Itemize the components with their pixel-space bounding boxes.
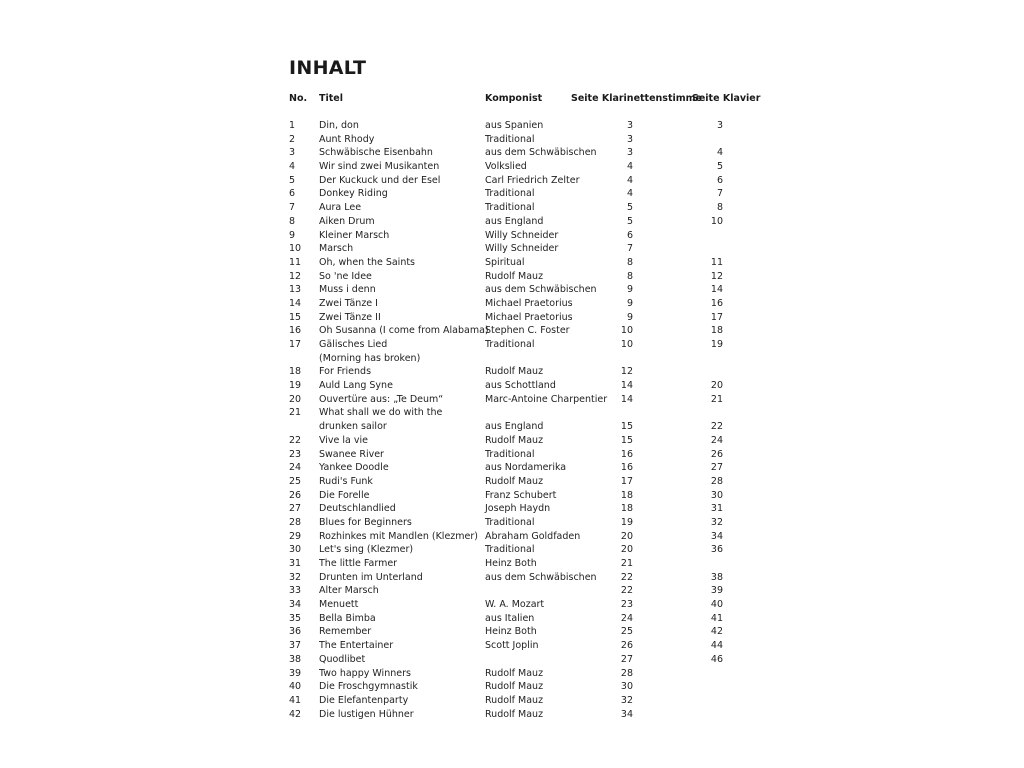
entry-clarinet-page: 18: [620, 503, 633, 515]
entry-number: 20: [289, 393, 302, 405]
entry-title: Donkey Riding: [319, 188, 388, 200]
table-row: [0, 708, 1024, 722]
table-row: [0, 146, 1024, 160]
entry-title: The little Farmer: [319, 558, 398, 569]
entry-title: Bella Bimba: [319, 612, 376, 624]
entry-title: The Entertainer: [319, 640, 394, 652]
entry-composer: aus Schottland: [485, 380, 556, 392]
entry-clarinet-page: 10: [620, 339, 633, 350]
entry-number: 15: [289, 311, 302, 323]
entry-number: 41: [289, 694, 302, 706]
entry-clarinet-page: 16: [620, 462, 633, 474]
entry-clarinet-page: 14: [620, 380, 633, 392]
entry-number: 38: [289, 653, 302, 665]
table-row: [0, 502, 1024, 516]
entry-number: 37: [289, 640, 302, 652]
entry-piano-page: 31: [710, 503, 723, 515]
entry-composer: Michael Praetorius: [485, 311, 573, 323]
entry-number: 42: [289, 708, 302, 720]
table-row: [0, 338, 1024, 352]
entry-title: Gälisches Lied: [319, 339, 388, 350]
entry-clarinet-page: 8: [626, 270, 633, 282]
entry-number: 16: [289, 325, 302, 337]
entry-clarinet-page: 9: [626, 311, 633, 323]
entry-clarinet-page: 10: [620, 325, 633, 337]
entry-piano-page: 26: [710, 448, 723, 460]
entry-clarinet-page: 16: [620, 448, 633, 460]
entry-piano-page: 17: [710, 311, 723, 323]
entry-title: Oh, when the Saints: [319, 256, 416, 268]
entry-title: Aura Lee: [319, 202, 362, 214]
entry-composer: Willy Schneider: [485, 243, 559, 255]
entry-composer: Scott Joplin: [485, 640, 539, 652]
entry-composer: Rudolf Mauz: [485, 434, 544, 446]
entry-composer: Traditional: [485, 133, 535, 145]
entry-clarinet-page: 9: [626, 297, 633, 309]
entry-clarinet-page: 3: [626, 133, 633, 145]
header-clarinet-page: Seite Klarinettenstimme: [571, 93, 702, 104]
entry-clarinet-page: 20: [620, 530, 633, 542]
entry-clarinet-page: 8: [626, 256, 633, 268]
entry-composer: Willy Schneider: [485, 229, 559, 241]
entry-number: 30: [289, 544, 302, 556]
entry-number: 35: [289, 612, 302, 624]
entry-clarinet-page: 34: [620, 708, 633, 720]
table-row: [0, 557, 1024, 571]
table-row: [0, 352, 1024, 366]
entry-composer: aus Italien: [485, 612, 535, 624]
entry-title: Die Forelle: [319, 489, 370, 501]
entry-piano-page: 39: [710, 585, 723, 597]
entry-composer: aus Nordamerika: [485, 462, 567, 474]
entry-clarinet-page: 21: [620, 558, 633, 569]
entry-number: 11: [289, 256, 302, 268]
entry-number: 7: [289, 202, 296, 214]
entry-clarinet-page: 24: [620, 612, 633, 624]
entry-title: Menuett: [319, 599, 359, 611]
table-row: [0, 393, 1024, 407]
entry-piano-page: 6: [716, 174, 723, 186]
table-row: [0, 680, 1024, 694]
table-row: [0, 187, 1024, 201]
entry-piano-page: 14: [710, 284, 723, 296]
entry-piano-page: 19: [710, 339, 723, 350]
entry-piano-page: 8: [716, 202, 723, 214]
entry-composer: Volkslied: [485, 161, 527, 173]
table-row: [0, 694, 1024, 708]
entry-number: 39: [289, 667, 302, 679]
table-row: [0, 475, 1024, 489]
entry-title: Quodlibet: [319, 653, 366, 665]
entry-number: 40: [289, 681, 302, 693]
entry-number: 2: [289, 133, 296, 145]
table-row: [0, 242, 1024, 256]
entry-composer: aus England: [485, 215, 544, 227]
entry-title: Swanee River: [319, 448, 384, 460]
entry-piano-page: 28: [710, 475, 723, 487]
table-row: [0, 667, 1024, 681]
table-row: [0, 448, 1024, 462]
entry-title: Ouvertüre aus: „Te Deum“: [319, 393, 444, 405]
entry-composer: Carl Friedrich Zelter: [485, 174, 580, 186]
entry-clarinet-page: 15: [620, 434, 633, 446]
entry-number: 28: [289, 516, 302, 528]
entry-composer: Spiritual: [485, 256, 525, 268]
table-row: [0, 283, 1024, 297]
entry-title: Wir sind zwei Musikanten: [319, 161, 440, 173]
table-row: [0, 229, 1024, 243]
table-header: [0, 92, 1024, 106]
entry-title: Din, don: [319, 120, 359, 131]
entry-clarinet-page: 26: [620, 640, 633, 652]
entry-composer: Heinz Both: [485, 626, 537, 638]
entry-piano-page: 3: [716, 120, 723, 131]
entry-composer: Traditional: [485, 516, 535, 528]
entry-title: Let's sing (Klezmer): [319, 544, 414, 556]
entry-title: Auld Lang Syne: [319, 380, 393, 392]
entry-number: 26: [289, 489, 302, 501]
header-title: Titel: [319, 93, 343, 104]
entry-piano-page: 42: [710, 626, 723, 638]
contents-table: [0, 119, 1024, 721]
entry-number: 14: [289, 297, 302, 309]
table-row: [0, 174, 1024, 188]
table-row: [0, 379, 1024, 393]
entry-piano-page: 46: [710, 653, 723, 665]
entry-clarinet-page: 7: [626, 243, 633, 255]
entry-number: 17: [289, 339, 302, 350]
entry-piano-page: 22: [710, 421, 723, 433]
table-row: [0, 270, 1024, 284]
entry-title: drunken sailor: [319, 421, 387, 433]
entry-composer: Traditional: [485, 339, 535, 350]
entry-title: Kleiner Marsch: [319, 229, 390, 241]
entry-title: Rudi's Funk: [319, 475, 373, 487]
entry-composer: Marc-Antoine Charpentier: [485, 393, 608, 405]
table-row: [0, 256, 1024, 270]
table-row: [0, 297, 1024, 311]
entry-composer: Rudolf Mauz: [485, 681, 544, 693]
entry-title: So 'ne Idee: [319, 270, 372, 282]
entry-clarinet-page: 4: [626, 161, 633, 173]
entry-number: 5: [289, 174, 296, 186]
entry-number: 4: [289, 161, 296, 173]
entry-piano-page: 27: [710, 462, 723, 474]
entry-number: 36: [289, 626, 302, 638]
entry-number: 9: [289, 229, 296, 241]
page-title: INHALT: [289, 57, 367, 79]
entry-number: 6: [289, 188, 296, 200]
entry-title: Zwei Tänze I: [319, 297, 378, 309]
table-row: [0, 571, 1024, 585]
entry-title: For Friends: [319, 366, 372, 378]
entry-number: 22: [289, 434, 302, 446]
entry-composer: Rudolf Mauz: [485, 475, 544, 487]
entry-title: Drunten im Unterland: [319, 571, 423, 583]
entry-number: 33: [289, 585, 302, 597]
entry-composer: aus dem Schwäbischen: [485, 284, 597, 296]
entry-composer: Joseph Haydn: [485, 503, 551, 515]
table-row: [0, 133, 1024, 147]
entry-clarinet-page: 19: [620, 516, 633, 528]
entry-clarinet-page: 30: [620, 681, 633, 693]
table-row: [0, 434, 1024, 448]
entry-clarinet-page: 25: [620, 626, 633, 638]
entry-number: 34: [289, 599, 302, 611]
entry-number: 23: [289, 448, 302, 460]
entry-piano-page: 21: [710, 393, 723, 405]
entry-clarinet-page: 22: [620, 585, 633, 597]
entry-composer: Rudolf Mauz: [485, 270, 544, 282]
entry-clarinet-page: 28: [620, 667, 633, 679]
table-row: [0, 311, 1024, 325]
entry-title: Remember: [319, 626, 372, 638]
entry-composer: Heinz Both: [485, 558, 537, 569]
entry-clarinet-page: 22: [620, 571, 633, 583]
header-no: No.: [289, 93, 308, 104]
entry-clarinet-page: 6: [626, 229, 633, 241]
entry-piano-page: 44: [710, 640, 723, 652]
entry-composer: Abraham Goldfaden: [485, 530, 581, 542]
entry-title: Oh Susanna (I come from Alabama): [319, 325, 489, 337]
entry-number: 12: [289, 270, 302, 282]
table-row: [0, 639, 1024, 653]
entry-piano-page: 36: [710, 544, 723, 556]
entry-composer: aus dem Schwäbischen: [485, 147, 597, 159]
entry-title: Alter Marsch: [319, 585, 379, 597]
entry-composer: Traditional: [485, 448, 535, 460]
table-row: [0, 584, 1024, 598]
entry-clarinet-page: 17: [620, 475, 633, 487]
entry-title: What shall we do with the: [319, 407, 443, 419]
entry-composer: Franz Schubert: [485, 489, 557, 501]
entry-composer: aus dem Schwäbischen: [485, 571, 597, 583]
entry-title: Rozhinkes mit Mandlen (Klezmer): [319, 530, 478, 542]
entry-clarinet-page: 3: [626, 147, 633, 159]
entry-title: Blues for Beginners: [319, 516, 412, 528]
entry-composer: Traditional: [485, 544, 535, 556]
table-row: [0, 215, 1024, 229]
table-row: [0, 160, 1024, 174]
entry-composer: aus Spanien: [485, 120, 544, 131]
entry-clarinet-page: 9: [626, 284, 633, 296]
entry-composer: Michael Praetorius: [485, 297, 573, 309]
entry-composer: W. A. Mozart: [485, 599, 545, 611]
table-row: [0, 489, 1024, 503]
entry-composer: Rudolf Mauz: [485, 366, 544, 378]
table-row: [0, 324, 1024, 338]
entry-number: 29: [289, 530, 302, 542]
entry-piano-page: 34: [710, 530, 723, 542]
entry-clarinet-page: 12: [620, 366, 633, 378]
entry-clarinet-page: 14: [620, 393, 633, 405]
entry-piano-page: 38: [710, 571, 723, 583]
entry-number: 31: [289, 558, 302, 569]
entry-clarinet-page: 4: [626, 188, 633, 200]
entry-clarinet-page: 18: [620, 489, 633, 501]
header-composer: Komponist: [485, 93, 543, 104]
header-piano-page: Seite Klavier: [692, 93, 761, 104]
entry-piano-page: 11: [710, 256, 723, 268]
entry-piano-page: 40: [710, 599, 723, 611]
table-row: [0, 625, 1024, 639]
table-row: [0, 653, 1024, 667]
entry-clarinet-page: 4: [626, 174, 633, 186]
entry-piano-page: 18: [710, 325, 723, 337]
entry-piano-page: 16: [710, 297, 723, 309]
entry-piano-page: 5: [716, 161, 723, 173]
table-row: [0, 201, 1024, 215]
entry-title: Yankee Doodle: [319, 462, 389, 474]
entry-clarinet-page: 23: [620, 599, 633, 611]
entry-title: Marsch: [319, 243, 354, 255]
entry-clarinet-page: 20: [620, 544, 633, 556]
entry-number: 18: [289, 366, 302, 378]
entry-piano-page: 30: [710, 489, 723, 501]
table-row: [0, 530, 1024, 544]
entry-number: 19: [289, 380, 302, 392]
table-row: [0, 461, 1024, 475]
entry-title: Vive la vie: [319, 434, 369, 446]
entry-piano-page: 12: [710, 270, 723, 282]
entry-title: Zwei Tänze II: [319, 311, 381, 323]
entry-composer: Traditional: [485, 202, 535, 214]
entry-piano-page: 4: [716, 147, 723, 159]
entry-clarinet-page: 3: [626, 120, 633, 131]
entry-title: Muss i denn: [319, 284, 376, 296]
entry-title: Two happy Winners: [319, 667, 411, 679]
entry-number: 24: [289, 462, 302, 474]
table-row: [0, 516, 1024, 530]
entry-piano-page: 7: [716, 188, 723, 200]
entry-title: Schwäbische Eisenbahn: [319, 147, 433, 159]
entry-composer: Rudolf Mauz: [485, 694, 544, 706]
entry-piano-page: 10: [710, 215, 723, 227]
entry-composer: Rudolf Mauz: [485, 708, 544, 720]
entry-title: Die Froschgymnastik: [319, 681, 418, 693]
entry-clarinet-page: 15: [620, 421, 633, 433]
table-row: [0, 543, 1024, 557]
table-row: [0, 420, 1024, 434]
entry-composer: Stephen C. Foster: [485, 325, 570, 337]
entry-composer: aus England: [485, 421, 544, 433]
entry-title: Aunt Rhody: [319, 133, 375, 145]
entry-piano-page: 20: [710, 380, 723, 392]
table-row: [0, 119, 1024, 133]
entry-title: Die lustigen Hühner: [319, 708, 414, 720]
entry-number: 21: [289, 407, 302, 419]
entry-title: Die Elefantenparty: [319, 694, 409, 706]
entry-piano-page: 41: [710, 612, 723, 624]
entry-composer: Traditional: [485, 188, 535, 200]
entry-title: (Morning has broken): [319, 352, 421, 364]
entry-piano-page: 24: [710, 434, 723, 446]
entry-number: 3: [289, 147, 296, 159]
entry-number: 27: [289, 503, 302, 515]
entry-number: 8: [289, 215, 296, 227]
entry-clarinet-page: 5: [626, 215, 633, 227]
entry-number: 13: [289, 284, 302, 296]
entry-title: Deutschlandlied: [319, 503, 396, 515]
entry-number: 10: [289, 243, 302, 255]
entry-title: Aiken Drum: [319, 215, 375, 227]
table-row: [0, 612, 1024, 626]
entry-number: 1: [289, 120, 296, 131]
table-row: [0, 406, 1024, 420]
entry-title: Der Kuckuck und der Esel: [319, 174, 441, 186]
entry-piano-page: 32: [710, 516, 723, 528]
entry-clarinet-page: 5: [626, 202, 633, 214]
entry-clarinet-page: 32: [620, 694, 633, 706]
entry-number: 32: [289, 571, 302, 583]
table-row: [0, 598, 1024, 612]
table-row: [0, 365, 1024, 379]
entry-composer: Rudolf Mauz: [485, 667, 544, 679]
entry-number: 25: [289, 475, 302, 487]
entry-clarinet-page: 27: [620, 653, 633, 665]
